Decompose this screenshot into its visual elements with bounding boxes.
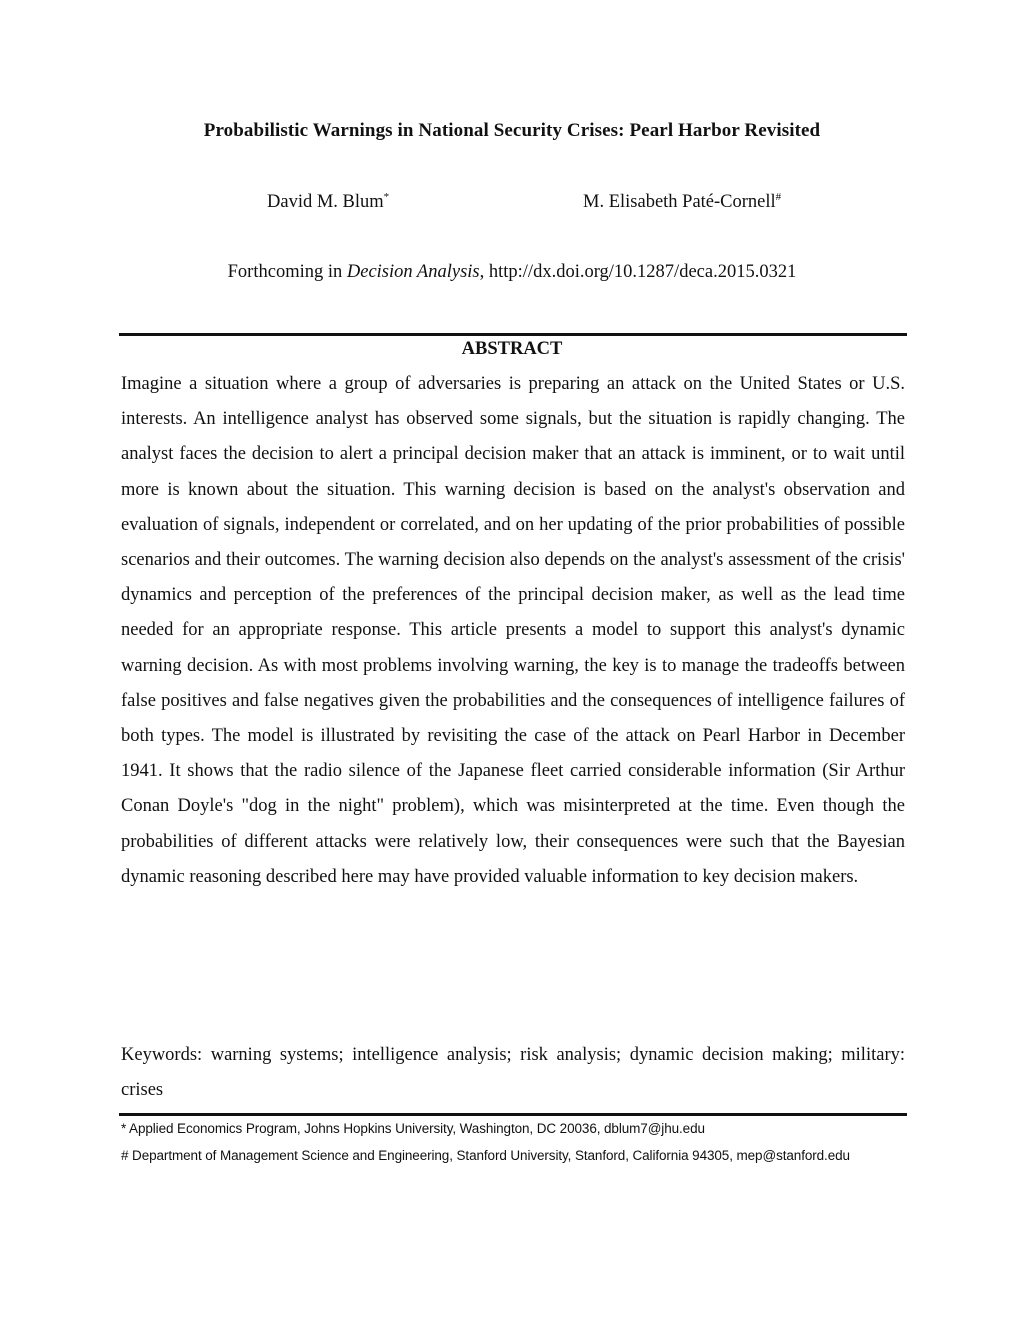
- author-1-name: David M. Blum: [267, 192, 384, 212]
- author-2: [583, 192, 781, 213]
- abstract-text: Imagine a situation where a group of adversaries is preparing an attack on the United States or U.S. interests. An intelligence analyst has observed some signals, but the situation is rapidly changing. The analyst faces the decision to alert a principal decision maker that an attack is imminent, or to wait until more is known about the situation. This warning decision is based on the analyst's observation and evaluation of signals, independent or correlated, and on her updating of the prior probabilities of possible scenarios and their outcomes. The warning decision also depends on the analyst's assessment of the crisis' dynamics and perception of the preferences of the principal decision maker, as well as the lead time needed for an appropriate response. This article presents a model to support this analyst's dynamic warning decision. As with most problems involving warning, the key is to manage the tradeoffs between false positives and false negatives given the probabilities and the consequences of intelligence failures of both types. The model is illustrated by revisiting the case of the attack on Pearl Harbor in December 1941. It shows that the radio silence of the Japanese fleet carried considerable information (Sir Arthur Conan Doyle's "dog in the night" problem), which was misinterpreted at the time. Even though the probabilities of different attacks were relatively low, their consequences were such that the Bayesian dynamic reasoning described here may have provided valuable information to key decision makers.: [121, 374, 905, 887]
- author-2-mark: #: [775, 190, 782, 203]
- author-1: [267, 192, 389, 213]
- author-2-name: M. Elisabeth Paté-Cornell: [583, 192, 776, 212]
- keywords: Keywords: warning systems; intelligence analysis; risk analysis; dynamic decision making; military: crises: [121, 1045, 905, 1100]
- publication-prefix: Forthcoming in: [227, 262, 347, 282]
- doi-text: , http://dx.doi.org/10.1287/deca.2015.0321: [479, 262, 797, 282]
- publication-note: [0, 262, 1024, 283]
- abstract-heading: ABSTRACT: [461, 339, 563, 359]
- top-divider: [119, 333, 907, 336]
- paper-title: Probabilistic Warnings in National Security Crises: Pearl Harbor Revisited: [203, 120, 821, 141]
- author-1-mark: *: [383, 190, 390, 203]
- footnote-1: * Applied Economics Program, Johns Hopkins University, Washington, DC 20036, dblum7@jhu.edu: [121, 1121, 705, 1136]
- footnote-2: # Department of Management Science and Engineering, Stanford University, Stanford, California 94305, mep@stanford.edu: [121, 1147, 850, 1163]
- footnotes: [121, 1116, 905, 1169]
- journal-name: Decision Analysis: [346, 262, 480, 282]
